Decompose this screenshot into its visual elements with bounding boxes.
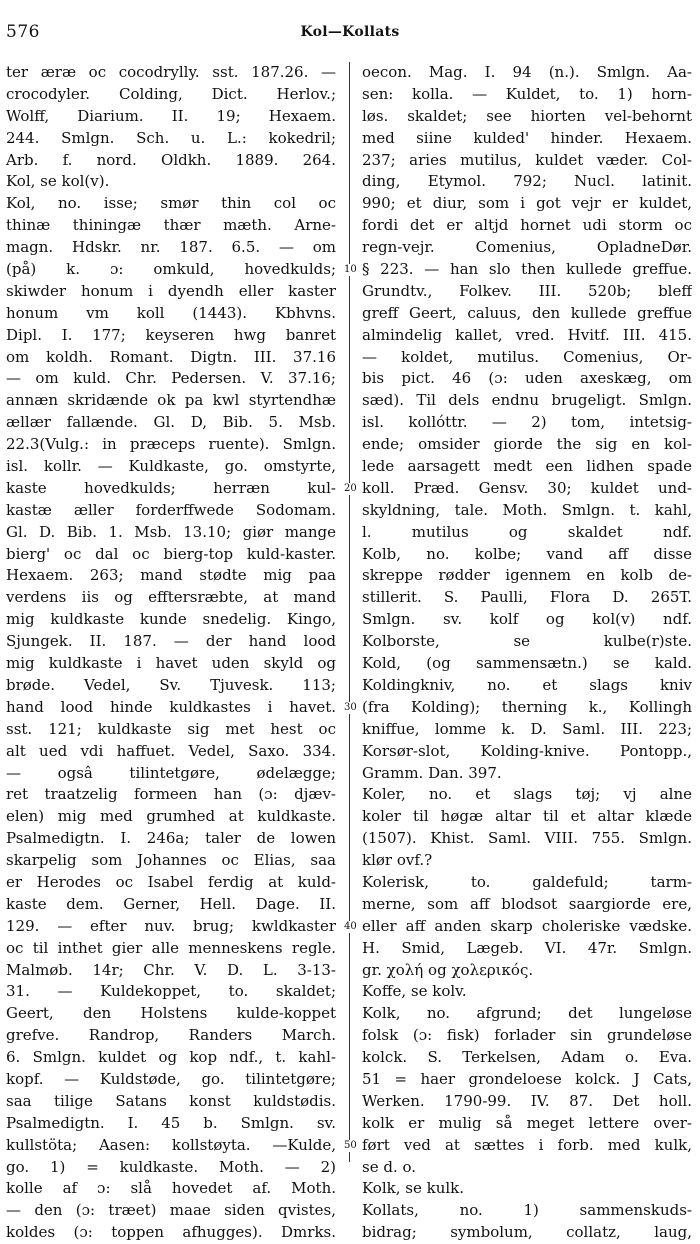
text-line: bidrag; symbolum, collatz, laug, <box>362 1223 692 1242</box>
text-line: 990; et diur, som i got vejr er kuldet, <box>362 194 692 213</box>
text-line: Werken. 1790-99. IV. 87. Det holl. <box>362 1091 692 1110</box>
text-line: Grundtv., Folkev. III. 520b; bleff <box>362 281 692 300</box>
page-header <box>6 8 694 48</box>
text-line: kolck. S. Terkelsen, Adam o. Eva. <box>362 1048 692 1067</box>
text-line: Kold, (og sammensætn.) se kald. <box>362 654 692 673</box>
text-line: folsk (ɔ: fisk) forlader sin grundeløse <box>362 1026 692 1045</box>
text-line: almindelig kallet, vred. Hvitf. III. 415. <box>362 325 692 344</box>
text-line: (på) k. ɔ: omkuld, hovedkulds; <box>6 260 336 279</box>
text-line: Kolerisk, to. galdefuld; tarm- <box>362 872 692 891</box>
text-line: 22.3(Vulg.: in præceps ruente). Smlgn. <box>6 435 336 454</box>
text-line: eller aff anden skarp choleriske vædske. <box>362 916 692 935</box>
text-line: Kolk, se kulk. <box>362 1179 465 1198</box>
text-line: grefve. Randrop, Randers March. <box>6 1026 336 1045</box>
text-line: 237; aries mutilus, kuldet væder. Col- <box>362 150 692 169</box>
text-line: crocodyler. Colding, Dict. Herlov.; <box>6 84 336 103</box>
margin-line-number: 50 <box>344 1140 357 1152</box>
margin-line-number: 40 <box>344 921 357 933</box>
text-line: Korsør-slot, Kolding-knive. Pontopp., <box>362 741 692 760</box>
text-line: ællær fallænde. Gl. D, Bib. 5. Msb. <box>6 413 336 432</box>
right-column <box>362 62 692 1244</box>
text-line: Psalmedigtn. I. 246a; taler de lowen <box>6 829 336 848</box>
text-line: Gramm. Dan. 397. <box>362 763 502 782</box>
text-line: koler til høgæ altar til et altar klæde <box>362 807 692 826</box>
text-line: oecon. Mag. I. 94 (n.). Smlgn. Aa- <box>362 63 692 81</box>
text-line: fordi det er altjd hornet udi storm oc <box>362 216 692 235</box>
text-line: saa tilige Satans konst kuldstødis. <box>6 1091 336 1110</box>
text-line: er Herodes oc Isabel ferdig at kuld- <box>6 872 336 891</box>
text-line: Psalmedigtn. I. 45 b. Smlgn. sv. <box>6 1113 336 1132</box>
text-line: skyldning, tale. Moth. Smlgn. t. kahl, <box>362 500 692 519</box>
text-line: oc til inthet gier alle menneskens regle. <box>6 938 336 957</box>
text-line: løs. skaldet; see hiorten vel-behornt <box>362 106 692 125</box>
text-line: sæd). Til dels endnu brugeligt. Smlgn. <box>362 391 692 410</box>
text-line: se d. o. <box>362 1157 417 1176</box>
text-line: med siine kulded' hinder. Hexaem. <box>362 128 692 147</box>
text-line: skarpelig som Johannes oc Elias, saa <box>6 851 336 870</box>
text-line: sst. 121; kuldkaste sig met hest oc <box>6 719 336 738</box>
text-line: ført ved at sættes i forb. med kulk, <box>362 1135 692 1154</box>
margin-line-number: 20 <box>344 483 357 495</box>
text-line: Wolff, Diarium. II. 19; Hexaem. <box>6 106 336 125</box>
text-line: isl. kollóttr. — 2) tom, intetsig- <box>362 413 692 432</box>
text-line: merne, som aff blodsot saargiorde ere, <box>362 894 692 913</box>
text-line: kaste dem. Gerner, Hell. Dage. II. <box>6 894 336 913</box>
text-line: skreppe rødder igennem en kolb de- <box>362 566 692 585</box>
text-line: Sjungek. II. 187. — der hand lood <box>6 632 336 651</box>
text-line: Kolborste, se kulbe(r)ste. <box>362 632 692 651</box>
text-line: Kolk, no. afgrund; det lungeløse <box>362 1004 692 1023</box>
text-line: kolk er mulig så meget lettere over- <box>362 1113 692 1132</box>
text-line: Koffe, se kolv. <box>362 982 467 1001</box>
text-line: 244. Smlgn. Sch. u. L.: kokedril; <box>6 128 336 147</box>
text-line: isl. kollr. — Kuldkaste, go. omstyrte, <box>6 457 336 476</box>
text-line: annæn skridænde ok pa kwl styrtendhæ <box>6 391 336 410</box>
text-line: Koldingkniv, no. et slags kniv <box>362 675 692 694</box>
text-line: skiwder honum i dyendh eller kaster <box>6 281 336 300</box>
text-line: Kol, se kol(v). <box>6 172 110 191</box>
text-line: Kollats, no. 1) sammenskuds- <box>362 1201 692 1220</box>
text-line: kaste hovedkulds; herræn kul- <box>6 478 336 497</box>
text-line: H. Smid, Lægeb. VI. 47r. Smlgn. <box>362 938 692 957</box>
text-line: Kol, no. isse; smør thin col oc <box>6 194 336 213</box>
text-line: Kolb, no. kolbe; vand aff disse <box>362 544 692 563</box>
text-line: Arb. f. nord. Oldkh. 1889. 264. <box>6 150 336 169</box>
column-divider <box>349 62 350 1162</box>
text-line: l. mutilus og skaldet ndf. <box>362 522 692 541</box>
text-line: kullstöta; Aasen: kollstøyta. —Kulde, <box>6 1135 336 1154</box>
text-line: thinæ thiningæ thær mæth. Arne- <box>6 216 336 235</box>
text-line: stillerit. S. Paulli, Flora D. 265T. <box>362 588 692 607</box>
text-line: kolle af ɔ: slå hovedet af. Moth. <box>6 1179 336 1198</box>
text-line: — om kuld. Chr. Pedersen. V. 37.16; <box>6 369 336 388</box>
text-line: honum vm koll (1443). Kbhvns. <box>6 303 336 322</box>
text-line: Smlgn. sv. kolf og kol(v) ndf. <box>362 610 692 629</box>
text-line: 6. Smlgn. kuldet og kop ndf., t. kahl- <box>6 1048 336 1067</box>
text-line: (1507). Khist. Saml. VIII. 755. Smlgn. <box>362 829 692 848</box>
text-line: Malmøb. 14r; Chr. V. D. L. 3-13- <box>6 960 336 979</box>
text-line: elen) mig med grumhed at kuldkaste. <box>6 807 336 826</box>
text-line: regn-vejr. Comenius, OpladneDør. <box>362 238 692 257</box>
left-column <box>6 62 336 1244</box>
text-line: Geert, den Holstens kulde-koppet <box>6 1004 336 1023</box>
text-line: Hexaem. 263; mand stødte mig paa <box>6 566 336 585</box>
page-number: 576 <box>6 22 40 42</box>
text-line: § 223. — han slo then kullede greffue. <box>362 260 692 279</box>
text-line: — ogsâ tilintetgøre, ødelægge; <box>6 763 336 782</box>
text-line: alt ued vdi haffuet. Vedel, Saxo. 334. <box>6 741 336 760</box>
text-line: greff Geert, caluus, den kullede greffue <box>362 303 692 322</box>
text-line: 129. — efter nuv. brug; kwldkaster <box>6 916 336 935</box>
text-line: verdens iis og efftersræbte, at mand <box>6 588 336 607</box>
text-line: ret traatzelig formeen han (ɔ: djæv- <box>6 785 336 804</box>
text-line: 31. — Kuldekoppet, to. skaldet; <box>6 982 336 1001</box>
text-line: hand lood hinde kuldkastes i havet. <box>6 697 336 716</box>
margin-line-number: 10 <box>344 264 357 276</box>
text-line: bierg' oc dal oc bierg-top kuld-kaster. <box>6 544 336 563</box>
text-line: brøde. Vedel, Sv. Tjuvesk. 113; <box>6 675 336 694</box>
text-line: ding, Etymol. 792; Nucl. latinit. <box>362 172 692 191</box>
text-line: (fra Kolding); therning k., Kollingh <box>362 697 692 716</box>
text-line: koll. Præd. Gensv. 30; kuldet und- <box>362 478 692 497</box>
text-line: om koldh. Romant. Digtn. III. 37.16 <box>6 347 336 366</box>
text-line: — koldet, mutilus. Comenius, Or- <box>362 347 692 366</box>
running-head: Kol—Kollats <box>300 24 400 40</box>
text-line: kopf. — Kuldstøde, go. tilintetgøre; <box>6 1069 336 1088</box>
text-line: sen: kolla. — Kuldet, to. 1) horn- <box>362 84 692 103</box>
text-line: bis pict. 46 (ɔ: uden axeskæg, om <box>362 369 692 388</box>
text-line: mig kuldkaste kunde snedelig. Kingo, <box>6 610 336 629</box>
text-line: Dipl. I. 177; keyseren hwg banret <box>6 325 336 344</box>
margin-line-number: 30 <box>344 702 357 714</box>
text-line: gr. χολή og χολερικός. <box>362 960 534 979</box>
text-line: magn. Hdskr. nr. 187. 6.5. — om <box>6 238 336 257</box>
text-line: lede aarsagett medt een lidhen spade <box>362 457 692 476</box>
text-line: kniffue, lomme k. D. Saml. III. 223; <box>362 719 692 738</box>
text-line: Gl. D. Bib. 1. Msb. 13.10; giør mange <box>6 522 336 541</box>
text-line: Koler, no. et slags tøj; vj alne <box>362 785 692 804</box>
text-line: go. 1) = kuldkaste. Moth. — 2) <box>6 1157 336 1176</box>
text-line: koldes (ɔ: toppen afhugges). Dmrks. <box>6 1223 336 1242</box>
text-line: kastæ æller forderffwede Sodomam. <box>6 500 336 519</box>
text-line: ter æræ oc cocodrylly. sst. 187.26. — <box>6 63 336 81</box>
text-line: 51 = haer grondeloese kolck. J Cats, <box>362 1069 692 1088</box>
text-line: ende; omsider giorde the sig en kol- <box>362 435 692 454</box>
text-line: klør ovf.? <box>362 851 433 870</box>
text-line: — den (ɔ: træet) maae siden qvistes, <box>6 1201 336 1220</box>
text-line: mig kuldkaste i havet uden skyld og <box>6 654 336 673</box>
